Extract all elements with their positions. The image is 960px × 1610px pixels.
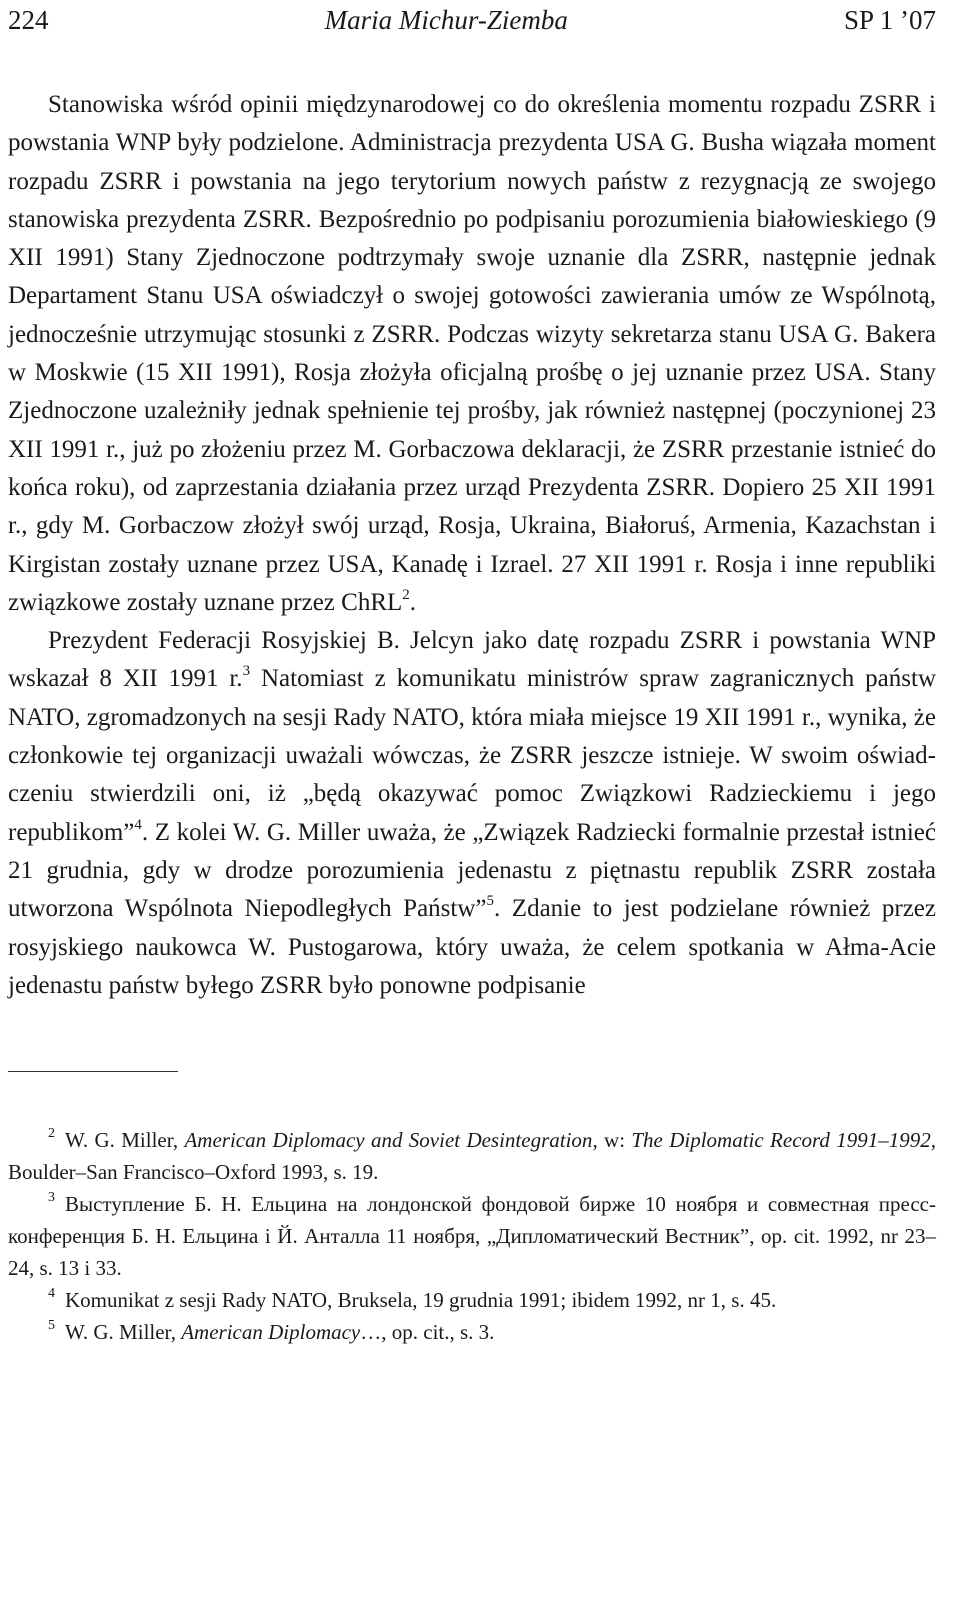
paragraph-2-text-b: Natomiast z komunikatu ministrów spraw zagranicznych państw NATO, zgromadzonych na sesji Rady NATO, która miała miejsce 19 XII 1991 r., wynika, że członkowie tej organizacji uważali wówczas, że ZSRR jeszcze istnieje. W swoim oświadczeniu stwierdzili oni, iż „będą okazywać pomoc Związkowi Radzieckiemu i jego republikom”: [8, 665, 936, 846]
running-head: [8, 0, 936, 42]
paragraph-2-text-a: Prezydent Federacji Rosyjskiej B. Jelcyn jako datę rozpadu ZSRR i powstania WNP wskazał 8 XII 1991 r.: [8, 627, 936, 693]
footnote-3: [8, 1188, 936, 1284]
footnote-title: American Diplomacy and Soviet Desintegration: [184, 1128, 593, 1153]
paragraph-2: [8, 622, 936, 1005]
footnote-text: , Boulder–San Francisco–Oxford 1993, s. 19.: [8, 1128, 936, 1185]
footnote-rule: [8, 1071, 178, 1072]
footnote-2: [8, 1124, 936, 1188]
footnote-5: [8, 1316, 936, 1348]
footnote-4: [8, 1284, 936, 1316]
footnote-ref-5[interactable]: 5: [486, 893, 495, 910]
footnote-text: …, op. cit., s. 3.: [360, 1320, 495, 1345]
footnote-number: 5: [48, 1318, 55, 1334]
running-head-author: Maria Michur-Ziemba: [324, 5, 568, 35]
paragraph-2-text-c: . Z kolei W. G. Miller uważa, że „Związek Radziecki formalnie przestał istnieć 21 grudnia, gdy w drodze porozumienia jedenastu z piętnastu republik ZSRR została utworzona Wspólnota Niepodległych Państw”: [8, 818, 936, 923]
footnote-number: 4: [48, 1286, 55, 1302]
footnote-text: Выступление Б. Н. Ельцина на лондонской фондовой бирже 10 ноября и совместная пресс-конференция Б. Н. Ельцина і Й. Анталла 11 ноября, „Дипломатический Вестник”, op. cit. 1992, nr 23–24, s. 13 i 33.: [8, 1192, 936, 1281]
footnote-number: 3: [48, 1190, 55, 1206]
footnote-ref-3[interactable]: 3: [242, 663, 251, 680]
paragraph-1-text: Stanowiska wśród opinii międzynarodowej co do określenia momentu rozpadu ZSRR i powstania WNP były podzielone. Administracja prezydenta USA G. Busha wiązała moment rozpadu ZSRR i powstania na jego terytorium nowych państw z rezygnacją ze swojego stanowiska prezydenta ZSRR. Bezpośrednio po podpisaniu porozumienia białowieskiego (9 XII 1991) Stany Zjednoczone podtrzymały swoje uznanie dla ZSRR, następnie jednak Departament Stanu USA oświadczył o swojej gotowości zawierania umów ze Wspólnotą, jednocześnie utrzymując stosunki z ZSRR. Podczas wizyty sekretarza stanu USA G. Bakera w Moskwie (15 XII 1991), Rosja złożyła oficjalną prośbę o jej uznanie przez USA. Stany Zjednoczone uzależniły jednak spełnienie tej prośby, jak również następnej (poczynionej 23 XII 1991 r., już po złożeniu przez M. Gorbaczowa deklaracji, że ZSRR przestanie istnieć do końca roku), od zaprzestania działania przez urząd Prezydenta ZSRR. Dopiero 25 XII 1991 r., gdy M. Gorbaczow złożył swój urząd, Rosja, Ukraina, Białoruś, Armenia, Kazachstan i Kirgistan zostały uznane przez USA, Kanadę i Izrael. 27 XII 1991 r. Rosja i inne republiki związkowe zostały uznane przez ChRL: [8, 91, 936, 616]
footnote-title: The Diplomatic Record 1991–1992: [631, 1128, 931, 1153]
footnote-title: American Diplomacy: [181, 1320, 361, 1345]
page-number: 224: [8, 5, 49, 35]
running-head-journal: SP 1 ’07: [843, 5, 936, 35]
footnote-text: , w:: [592, 1128, 632, 1153]
footnote-number: 2: [48, 1126, 55, 1142]
footnotes: [8, 1124, 936, 1348]
body-text: [8, 86, 936, 1005]
footnote-ref-4[interactable]: 4: [134, 816, 142, 833]
paragraph-1: [8, 86, 936, 622]
footnote-ref-2[interactable]: 2: [402, 586, 410, 603]
footnote-text: Komunikat z sesji Rady NATO, Bruksela, 19 grudnia 1991; ibidem 1992, nr 1, s. 45.: [65, 1288, 777, 1313]
footnote-text: W. G. Miller,: [65, 1128, 185, 1153]
paragraph-1-end: .: [409, 588, 417, 616]
footnote-text: W. G. Miller,: [65, 1320, 182, 1345]
paragraph-2-text-d: . Zdanie to jest podzielane również przez rosyjskiego naukowca W. Pustogarowa, który uważa, że celem spotkania w Ałma-Acie jedenastu państw byłego ZSRR było ponowne podpisanie: [8, 895, 936, 999]
